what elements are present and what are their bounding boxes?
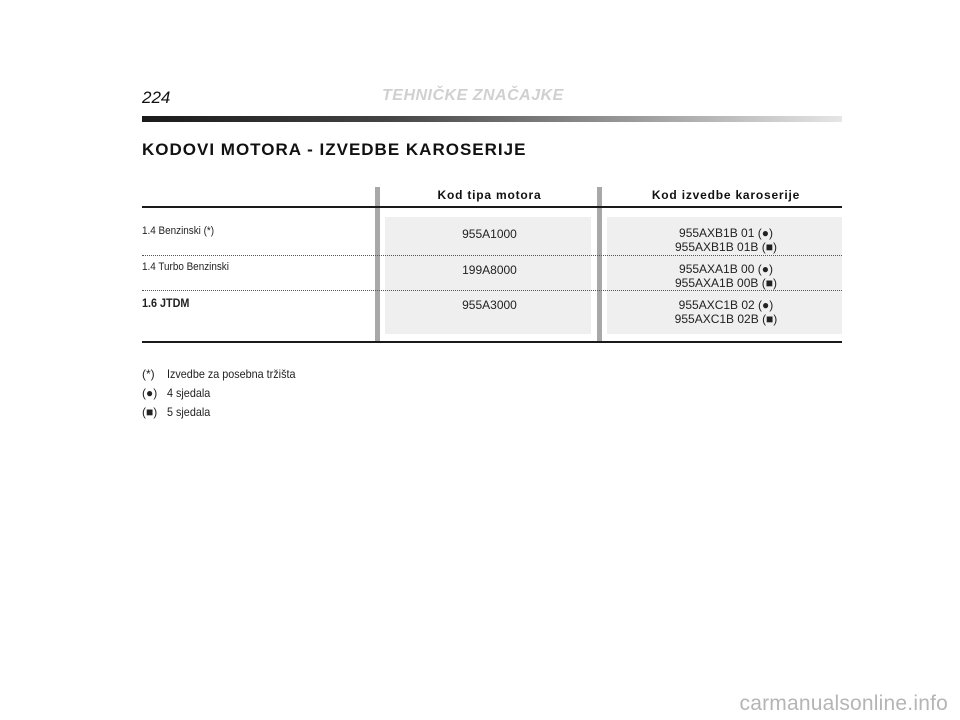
body-codes xyxy=(610,226,842,254)
column-divider xyxy=(597,187,602,342)
page-number: 224 xyxy=(142,88,171,107)
row-separator xyxy=(142,255,842,256)
footnote xyxy=(142,364,310,383)
watermark: carmanualsonline.info xyxy=(739,692,948,715)
body-code-5-seats: 955AXC1B 02B (■) xyxy=(674,312,778,326)
row-separator xyxy=(142,290,842,291)
engine-code: 955A1000 xyxy=(462,227,517,241)
table-top-rule xyxy=(142,206,842,208)
header-rule xyxy=(142,116,842,122)
row-label: 1.6 JTDM xyxy=(142,296,190,310)
footnotes xyxy=(142,364,310,421)
footnote-mark: (■) xyxy=(142,404,158,419)
column-header-body-code: Kod izvedbe karoserije xyxy=(651,188,801,202)
body-code-4-seats: 955AXA1B 00 (●) xyxy=(679,262,773,276)
engine-code: 199A8000 xyxy=(462,263,517,277)
body-code-5-seats: 955AXA1B 00B (■) xyxy=(675,276,777,290)
body-code-5-seats: 955AXB1B 01B (■) xyxy=(675,240,777,254)
footnote-text: Izvedbe za posebna tržišta xyxy=(167,366,296,381)
footnote xyxy=(142,402,310,421)
footnote-text: 5 sjedala xyxy=(167,404,211,419)
footnote-mark: (*) xyxy=(142,366,155,381)
body-codes xyxy=(610,262,842,290)
column-divider xyxy=(375,187,380,342)
body-code-4-seats: 955AXB1B 01 (●) xyxy=(679,226,773,240)
row-label: 1.4 Turbo Benzinski xyxy=(142,261,229,273)
footnote xyxy=(142,383,310,402)
body-codes xyxy=(610,298,842,326)
footnote-mark: (●) xyxy=(142,385,158,400)
footnote-text: 4 sjedala xyxy=(167,385,211,400)
engine-code: 955A3000 xyxy=(462,298,517,312)
table-bottom-rule xyxy=(142,341,842,343)
running-header: TEHNIČKE ZNAČAJKE xyxy=(382,87,564,104)
row-label: 1.4 Benzinski (*) xyxy=(142,225,215,237)
column-header-engine-code: Kod tipa motora xyxy=(437,188,542,202)
section-title: KODOVI MOTORA - IZVEDBE KAROSERIJE xyxy=(142,140,527,159)
body-code-4-seats: 955AXC1B 02 (●) xyxy=(678,298,774,312)
